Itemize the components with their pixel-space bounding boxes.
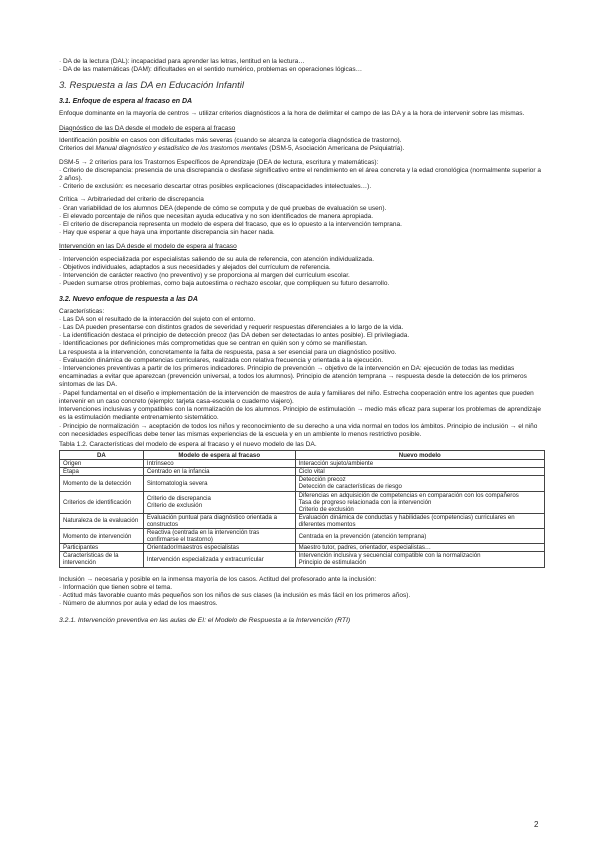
table-cell: Criterio de discrepancia Criterio de exclusión [143, 491, 295, 513]
characteristics-line: · La identificación destaca el principio de detección precoz (las DA deben ser detectadas lo antes posible). El privilegiada. [59, 332, 410, 340]
comparison-table [59, 450, 545, 567]
table-cell: Naturaleza de la evaluación [60, 513, 144, 528]
dsm-manual-title: Manual diagnóstico y estadístico de los trastornos mentales [95, 145, 268, 153]
intro-line-dam: · DA de las matemáticas (DAM): dificultades en el sentido numérico, problemas en operaciones lógicas… [59, 66, 363, 74]
table-cell: Ciclo vital [295, 468, 544, 476]
table-cell: Características de la intervención [60, 552, 144, 567]
section-3-2-1-title: 3.2.1. Intervención preventiva en las aulas de EI: el Modelo de Respuesta a la Intervención (RTI) [59, 617, 351, 625]
table-cell: Etapa [60, 468, 144, 476]
table-cell: Criterios de identificación [60, 491, 144, 513]
table-cell: Detección precoz Detección de características de riesgo [295, 476, 544, 491]
table-body [60, 460, 545, 567]
characteristics-line: Características: [59, 307, 105, 315]
diagnosis-para-2-post: (DSM-5, Asociación Americana de Psiquiatría). [267, 145, 405, 153]
section-3-1-para: Enfoque dominante en la mayoría de centros → utilizar criterios diagnósticos a la hora de delimitar el campo de las DA y a la hora de intervenir sobre las mismas. [59, 110, 525, 118]
table-cell: Maestro tutor, padres, orientador, especialistas… [295, 544, 544, 552]
inclusion-line: · Actitud más favorable cuanto más pequeños son los niños de sus clases (la inclusión es más fácil en los primeros años). [59, 591, 411, 599]
table-cell: Reactiva (centrada en la intervención tras confirmarse el trastorno) [143, 529, 295, 544]
diagnosis-heading: Diagnóstico de las DA desde el modelo de espera al fracaso [59, 124, 236, 132]
table-header-cell: DA [60, 451, 144, 460]
document-page [59, 58, 545, 625]
dsm-line: · Criterio de discrepancia: presencia de una discrepancia o desfase significativo entre el rendimiento en el área concreta y la edad cronológica (normalmente superior a 2 años). [59, 166, 541, 182]
critica-block [59, 196, 545, 237]
characteristics-line: · Intervenciones preventivas a partir de los primeros indicadores. Principio de prevención → objetivo de la intervención en DA: ejecución de todas las medidas encaminadas a evitar que aparezcan (prevención universal, a todos los alumnos). Principio de atención temprana → respuesta desde la detección de los primeros síntomas de las DA. [59, 365, 527, 389]
characteristics-line: · Evaluación dinámica de competencias curriculares, realizada con relativa frecuencia y orientada a la ejecución. [59, 356, 384, 364]
critica-line: · El criterio de discrepancia representa un modelo de espera del fracaso, que es lo opuesto a la intervención temprana. [59, 220, 402, 228]
table-cell: Intervención especializada y extracurricular [143, 552, 295, 567]
intervention-line: · Objetivos individuales, adaptados a sus necesidades y alejados del currículum de referencia. [59, 264, 331, 272]
table-cell: Interacción sujeto/ambiente [295, 460, 544, 468]
table-header-row [60, 451, 545, 460]
section-3-title: 3. Respuesta a las DA en Educación Infantil [59, 80, 245, 92]
characteristics-line: · Las DA pueden presentarse con distintos grados de severidad y requerir respuestas diferenciales a lo largo de la vida. [59, 324, 404, 332]
table-cell: Intervención inclusiva y secuencial compatible con la normalización Principio de estimulación [295, 552, 544, 567]
intervention-line: · Intervención especializada por especialistas saliendo de su aula de referencia, con atención individualizada. [59, 255, 375, 263]
dsm-line: · Criterio de exclusión: es necesario descartar otras posibles explicaciones (discapacidades intelectuales…). [59, 183, 372, 191]
table-header-cell: Modelo de espera al fracaso [143, 451, 295, 460]
inclusion-block [59, 576, 545, 609]
table-cell: Participantes [60, 544, 144, 552]
table-cell: Intrínseco [143, 460, 295, 468]
characteristics-line: · Principio de normalización → aceptación de todos los niños y reconocimiento de su derecho a una vida normal en todos los ámbitos. Principio de inclusión → el niño con necesidades específicas debe tener las mismas experiencias de la escuela y en un ambiente lo menos restrictivo posible. [59, 422, 538, 438]
critica-line: · El elevado porcentaje de niños que necesitan ayuda educativa y no son identificados de manera apropiada. [59, 212, 374, 220]
characteristics-block [59, 308, 545, 439]
table-row [60, 460, 545, 468]
table-row [60, 513, 545, 528]
table-row [60, 529, 545, 544]
table-cell: Evaluación dinámica de conductas y habilidades (competencias) curriculares en diferentes momentos [295, 513, 544, 528]
table-row [60, 468, 545, 476]
table-row [60, 552, 545, 567]
intervention-heading: Intervención en las DA desde el modelo de espera al fracaso [59, 243, 237, 251]
section-3-1-title: 3.1. Enfoque de espera al fracaso en DA [59, 98, 193, 106]
table-cell: Centrada en la prevención (atención temprana) [295, 529, 544, 544]
table-row [60, 476, 545, 491]
table-cell: Momento de intervención [60, 529, 144, 544]
table-cell: Sintomatología severa [143, 476, 295, 491]
table-cell: Evaluación puntual para diagnóstico orientada a constructos [143, 513, 295, 528]
critica-line: · Gran variabilidad de los alumnos DEA (depende de cómo se computa y de qué pruebas de evaluación se usen). [59, 204, 387, 212]
table-cell: Momento de la detección [60, 476, 144, 491]
intervention-line: · Intervención de carácter reactivo (no preventivo) y se proporciona al margen del currículum escolar. [59, 272, 350, 280]
table-cell: Origen [60, 460, 144, 468]
inclusion-line: · Número de alumnos por aula y edad de los maestros. [59, 600, 218, 608]
critica-line: Crítica → Arbitrariedad del criterio de discrepancia [59, 196, 204, 204]
section-3-2-title: 3.2. Nuevo enfoque de respuesta a las DA [59, 295, 198, 303]
dsm-line: DSM-5 → 2 criterios para los Trastornos Específicos de Aprendizaje (DEA de lectura, escritura y matemáticas): [59, 158, 379, 166]
table-row [60, 491, 545, 513]
table-header-cell: Nuevo modelo [295, 451, 544, 460]
inclusion-line: · Información que tienen sobre el tema. [59, 583, 173, 591]
table-cell: Orientador/maestros especialistas [143, 544, 295, 552]
characteristics-line: · Papel fundamental en el diseño e implementación de la intervención de maestros de aula y familiares del niño. Estrecha cooperación entre los agentes que pueden intervenir en un caso concreto (ejemplo: tarjeta casa-escuela o cuaderno viajero). [59, 389, 534, 405]
inclusion-line: Inclusión → necesaria y posible en la inmensa mayoría de los casos. Actitud del profesorado ante la inclusión: [59, 575, 377, 583]
characteristics-line: · Identificaciones por definiciones más comprometidas que se centran en quién son y cómo se manifiestan. [59, 340, 368, 348]
characteristics-line: · Las DA son el resultado de la interacción del sujeto con el entorno. [59, 315, 256, 323]
table-caption: Tabla 1.2. Características del modelo de espera al fracaso y el nuevo modelo de las DA. [59, 440, 317, 448]
table-cell: Diferencias en adquisición de competencias en comparación con los compañeros Tasa de progreso relacionada con la intervención Criterio de exclusión [295, 491, 544, 513]
characteristics-line: Intervenciones inclusivas y compatibles con la normalización de los alumnos. Principio de estimulación → medio más eficaz para superar los problemas de aprendizaje es la estimulación mediante entrenamiento sistemático. [59, 406, 541, 422]
diagnosis-para-2 [59, 145, 545, 153]
intro-line-dal: · DA de la lectura (DAL): incapacidad para aprender las letras, lentitud en la lectura… [59, 58, 305, 65]
dsm-criteria-block [59, 159, 545, 192]
diagnosis-para-1: Identificación posible en casos con dificultades más severas (cuando se alcanza la categoría diagnóstica de trastorno). [59, 137, 402, 145]
diagnosis-para-2-pre: Criterios del [59, 145, 96, 153]
table-row [60, 544, 545, 552]
critica-line: · Hay que esperar a que haya una importante discrepancia sin hacer nada. [59, 229, 275, 237]
page-number: 2 [534, 820, 539, 829]
intervention-line: · Pueden sumarse otros problemas, como baja autoestima o rechazo escolar, que compliquen su futuro desarrollo. [59, 280, 390, 288]
characteristics-line: La respuesta a la intervención, concretamente la falta de respuesta, pasa a ser esencial para un diagnóstico positivo. [59, 348, 397, 356]
table-cell: Centrado en la infancia [143, 468, 295, 476]
